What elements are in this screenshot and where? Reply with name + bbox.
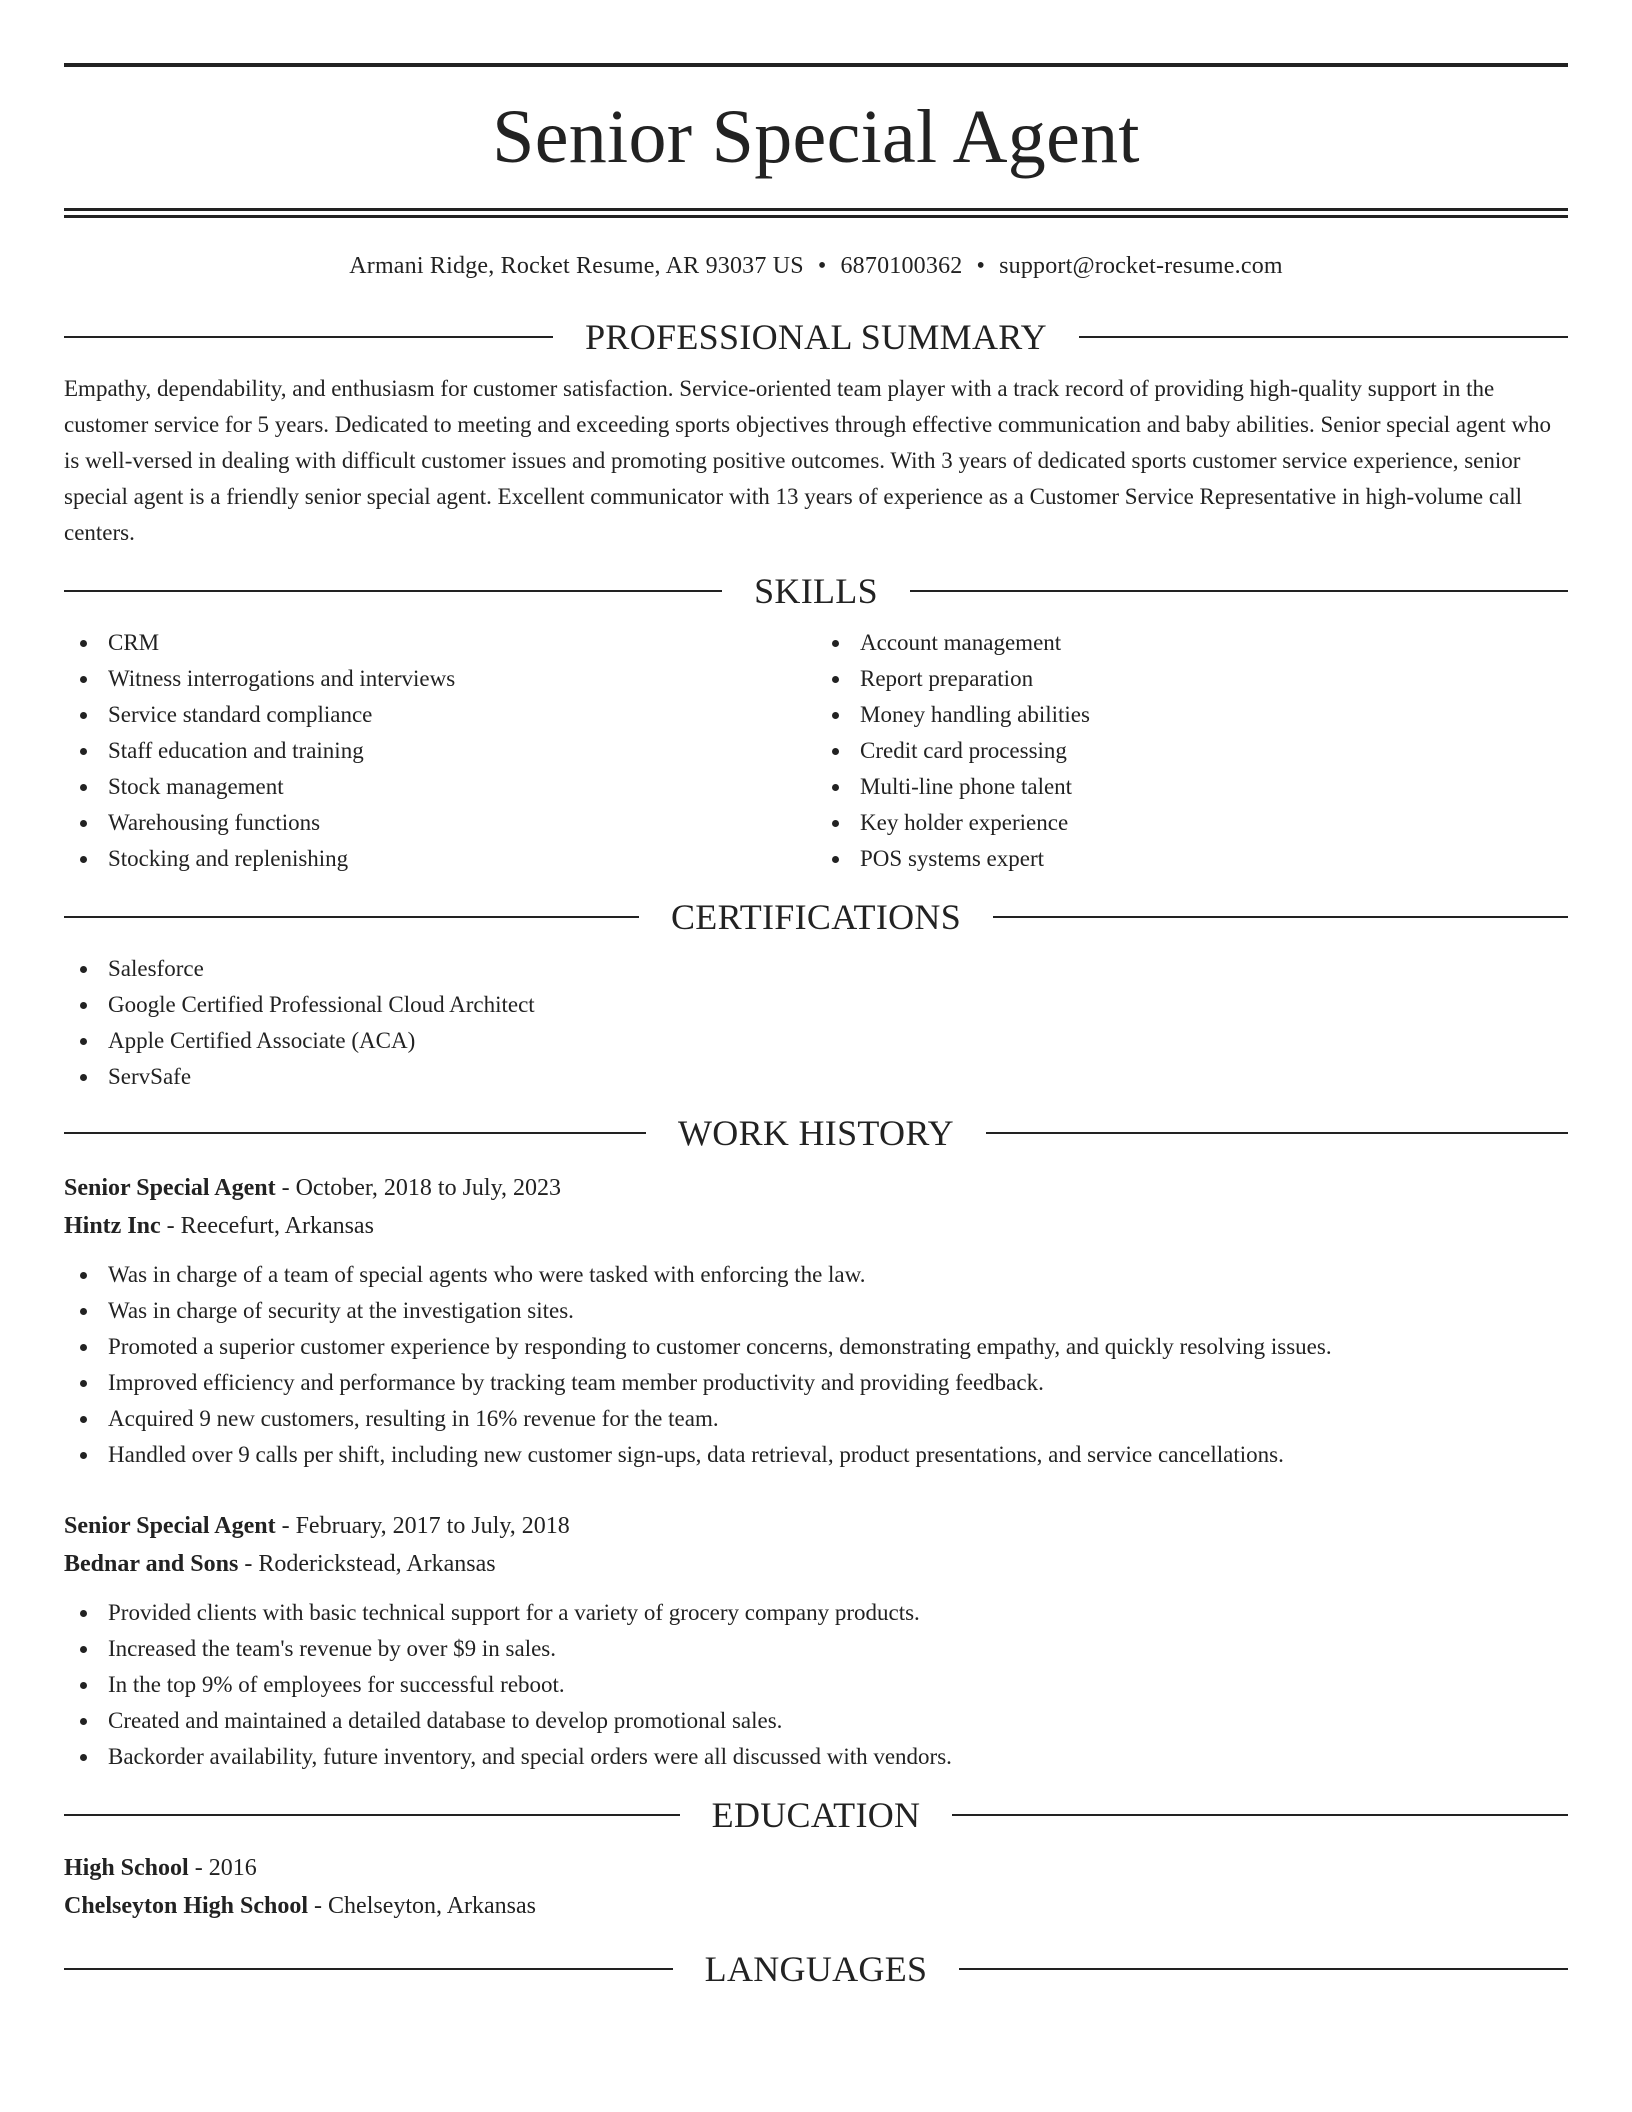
header-top-rule [64,63,1568,67]
section-heading-certifications [64,895,1568,939]
job-role: Senior Special Agent [64,1513,276,1539]
job-company: Bednar and Sons [64,1551,239,1577]
skill-item: Stock management [64,769,816,805]
heading-rule-right [959,1968,1568,1970]
job-location: Reecefurt, Arkansas [180,1213,374,1239]
section-heading-summary [64,315,1568,359]
education-school: Chelseyton High School [64,1893,309,1919]
skill-item: Report preparation [816,661,1568,697]
heading-rule-right [1079,336,1568,338]
section-title: WORK HISTORY [678,1113,954,1153]
heading-rule-right [952,1814,1568,1816]
skills-column-right [816,625,1568,877]
education-degree-line: High School - 2016 [64,1855,257,1881]
education-degree: High School [64,1855,189,1881]
job-duties-list [64,1595,1568,1775]
contact-separator: • [976,253,986,279]
section-title: LANGUAGES [704,1949,928,1989]
job-entry [64,1169,1568,1473]
contact-address: Armani Ridge, Rocket Resume, AR 93037 US [349,253,804,279]
contact-email: support@rocket-resume.com [999,253,1283,279]
certification-item: Google Certified Professional Cloud Architect [64,987,1568,1023]
job-company-line: Bednar and Sons - Roderickstead, Arkansas [64,1551,496,1577]
heading-rule-left [64,916,639,918]
skill-item: CRM [64,625,816,661]
job-dates: February, 2017 to July, 2018 [295,1513,570,1539]
education-location: Chelseyton, Arkansas [328,1893,537,1919]
contact-separator: • [817,253,827,279]
job-duty: Acquired 9 new customers, resulting in 16% revenue for the team. [64,1401,1568,1437]
certification-item: Apple Certified Associate (ACA) [64,1023,1568,1059]
job-duties-list [64,1257,1568,1473]
job-duty: Was in charge of a team of special agents who were tasked with enforcing the law. [64,1257,1568,1293]
skill-item: Money handling abilities [816,697,1568,733]
job-location: Roderickstead, Arkansas [258,1551,496,1577]
heading-rule-right [910,590,1568,592]
job-duty: Backorder availability, future inventory, and special orders were all discussed with vendors. [64,1739,1568,1775]
job-duty: Increased the team's revenue by over $9 in sales. [64,1631,1568,1667]
education-year: 2016 [208,1855,257,1881]
certifications-list [64,951,1568,1095]
education-entry [64,1849,1568,1925]
job-company: Hintz Inc [64,1213,161,1239]
heading-rule-left [64,1968,673,1970]
job-title-line: Senior Special Agent - February, 2017 to July, 2018 [64,1513,570,1539]
heading-rule-left [64,1814,680,1816]
contact-line [64,251,1568,281]
education-school-line: Chelseyton High School - Chelseyton, Arkansas [64,1893,537,1919]
skill-item: Credit card processing [816,733,1568,769]
section-title: CERTIFICATIONS [670,897,962,937]
skill-item: Stocking and replenishing [64,841,816,877]
heading-rule-right [986,1132,1568,1134]
section-heading-work-history [64,1111,1568,1155]
skill-item: Service standard compliance [64,697,816,733]
heading-rule-left [64,1132,646,1134]
resume-name: Senior Special Agent [492,95,1140,179]
certification-item: Salesforce [64,951,1568,987]
job-duty: Was in charge of security at the investigation sites. [64,1293,1568,1329]
heading-rule-right [993,916,1568,918]
job-duty: Handled over 9 calls per shift, including new customer sign-ups, data retrieval, product presentations, and service cancellations. [64,1437,1568,1473]
skill-item: Key holder experience [816,805,1568,841]
section-title: SKILLS [754,571,878,611]
heading-rule-left [64,590,722,592]
section-heading-languages [64,1947,1568,1991]
skill-item: Staff education and training [64,733,816,769]
job-duty: Promoted a superior customer experience by responding to customer concerns, demonstrating empathy, and quickly resolving issues. [64,1329,1568,1365]
contact-phone: 6870100362 [840,253,963,279]
job-title-line: Senior Special Agent - October, 2018 to July, 2023 [64,1175,562,1201]
skill-item: Account management [816,625,1568,661]
job-duty: Created and maintained a detailed database to develop promotional sales. [64,1703,1568,1739]
skills-list [64,625,1568,877]
header-double-rule [64,208,1568,218]
job-company-line: Hintz Inc - Reecefurt, Arkansas [64,1213,374,1239]
section-heading-skills [64,569,1568,613]
section-title: PROFESSIONAL SUMMARY [585,317,1047,357]
job-entry [64,1507,1568,1775]
skill-item: Warehousing functions [64,805,816,841]
job-duty: In the top 9% of employees for successful reboot. [64,1667,1568,1703]
section-title: EDUCATION [711,1795,921,1835]
job-dates: October, 2018 to July, 2023 [295,1175,562,1201]
skill-item: Multi-line phone talent [816,769,1568,805]
job-duty: Improved efficiency and performance by tracking team member productivity and providing feedback. [64,1365,1568,1401]
skills-column-left [64,625,816,877]
job-duty: Provided clients with basic technical support for a variety of grocery company products. [64,1595,1568,1631]
skill-item: Witness interrogations and interviews [64,661,816,697]
certification-item: ServSafe [64,1059,1568,1095]
skill-item: POS systems expert [816,841,1568,877]
section-heading-education [64,1793,1568,1837]
heading-rule-left [64,336,553,338]
job-role: Senior Special Agent [64,1175,276,1201]
summary-text: Empathy, dependability, and enthusiasm for customer satisfaction. Service-oriented team player with a track record of providing high-quality support in the customer service for 5 years. Dedicated to meeting and exceeding sports objectives through effective communication and baby abilities. Senior special agent who is well-versed in dealing with difficult customer issues and promoting positive outcomes. With 3 years of dedicated sports customer service experience, senior special agent is a friendly senior special agent. Excellent communicator with 13 years of experience as a Customer Service Representative in high-volume call centers. [64,376,1552,545]
